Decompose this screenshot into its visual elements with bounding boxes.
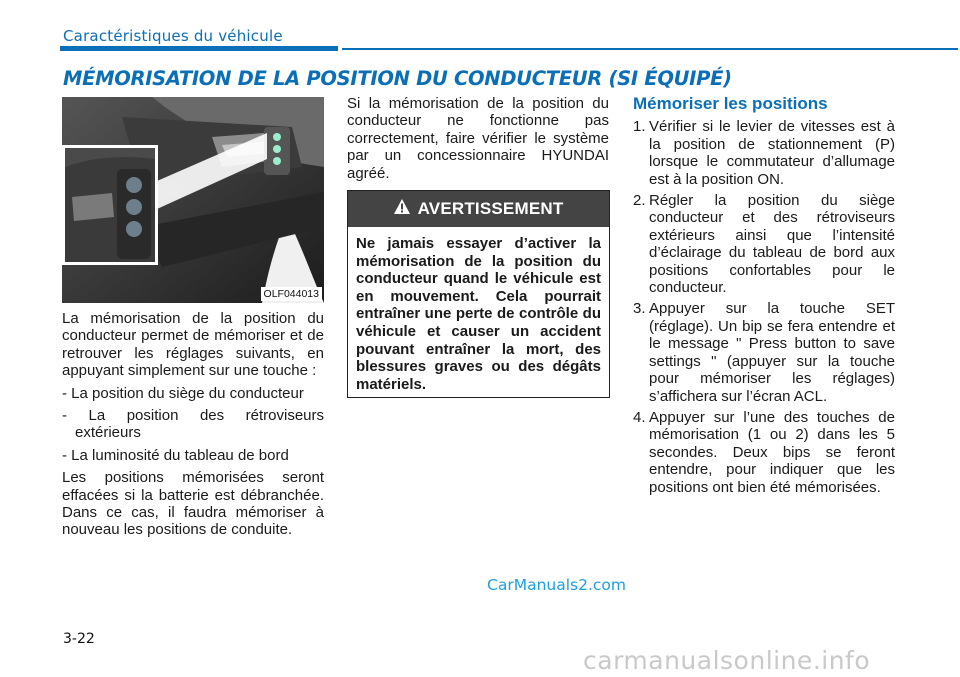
header-rule-thick [60,46,338,51]
step-item [633,300,895,404]
section-title: Caractéristiques du véhicule [63,27,283,45]
step-text: Vérifier si le levier de vitesses est à la position de stationnement (P) lorsque le commutateur d’allumage est à la position ON. [649,118,895,188]
step-item [633,118,895,188]
service-paragraph: Si la mémorisation de la position du conducteur ne fonctionne pas correctement, faire vérifier le système par un concessionnaire HYUNDAI agréé. [347,95,609,182]
door-panel-illustration [62,97,324,303]
step-text: Appuyer sur l’une des touches de mémorisation (1 ou 2) dans les 5 secondes. Deux bips se feront entendre, pour indiquer que les positions ont bien été mémorisées. [649,408,895,496]
intro-paragraph: La mémorisation de la position du conducteur permet de mémoriser et de retrouver les réglages suivants, en appuyant simplement sur une touche : [62,310,324,380]
header-rule-thin [342,48,958,50]
warning-triangle-icon [394,199,410,219]
warning-header [348,191,609,227]
list-item: - La position des rétroviseurs extérieurs [62,407,324,442]
step-text: Régler la position du siège conducteur et des rétroviseurs extérieurs ainsi que l’intensité d’éclairage du tableau de bord aux positions confortables pour le conducteur. [649,192,895,297]
step-text: Appuyer sur la touche SET (réglage). Un bip se fera entendre et le message " Press button to save settings " (appuyer sur la touche pour mémoriser les réglages) s’affichera sur l’écran ACL. [649,300,895,405]
column-right [633,95,895,500]
page-title: MÉMORISATION DE LA POSITION DU CONDUCTEUR (SI ÉQUIPÉ) [63,67,732,90]
figure-code: OLF044013 [261,287,322,301]
battery-paragraph: Les positions mémorisées seront effacées si la batterie est débranchée. Dans ce cas, il faudra mémoriser à nouveau les positions de conduite. [62,469,324,539]
step-number: 4. [633,408,646,426]
step-item [633,409,895,496]
section-heading: Mémoriser les positions [633,94,828,113]
step-number: 1. [633,118,646,136]
step-item [633,192,895,296]
watermark-link[interactable]: CarManuals2.com [487,576,626,594]
step-number: 2. [633,192,646,210]
warning-box [347,190,610,398]
warning-text: Ne jamais essayer d’activer la mémorisation de la position du conducteur quand le véhicule est en mouvement. Cela pourrait entraîner une perte de contrôle du véhicule et causer un accident pouvant entraîner la mort, des blessures graves ou des dégâts matériels. [356,235,601,393]
list-item: - La luminosité du tableau de bord [62,446,289,464]
footer-brand: carmanualsonline.info [583,646,871,675]
list-item: - La position du siège du conducteur [62,384,304,402]
door-memory-buttons-photo [62,97,324,303]
warning-title: AVERTISSEMENT [417,199,564,218]
step-number: 3. [633,300,646,318]
page-number: 3-22 [63,631,95,647]
column-left [62,310,324,539]
column-middle [347,95,609,182]
